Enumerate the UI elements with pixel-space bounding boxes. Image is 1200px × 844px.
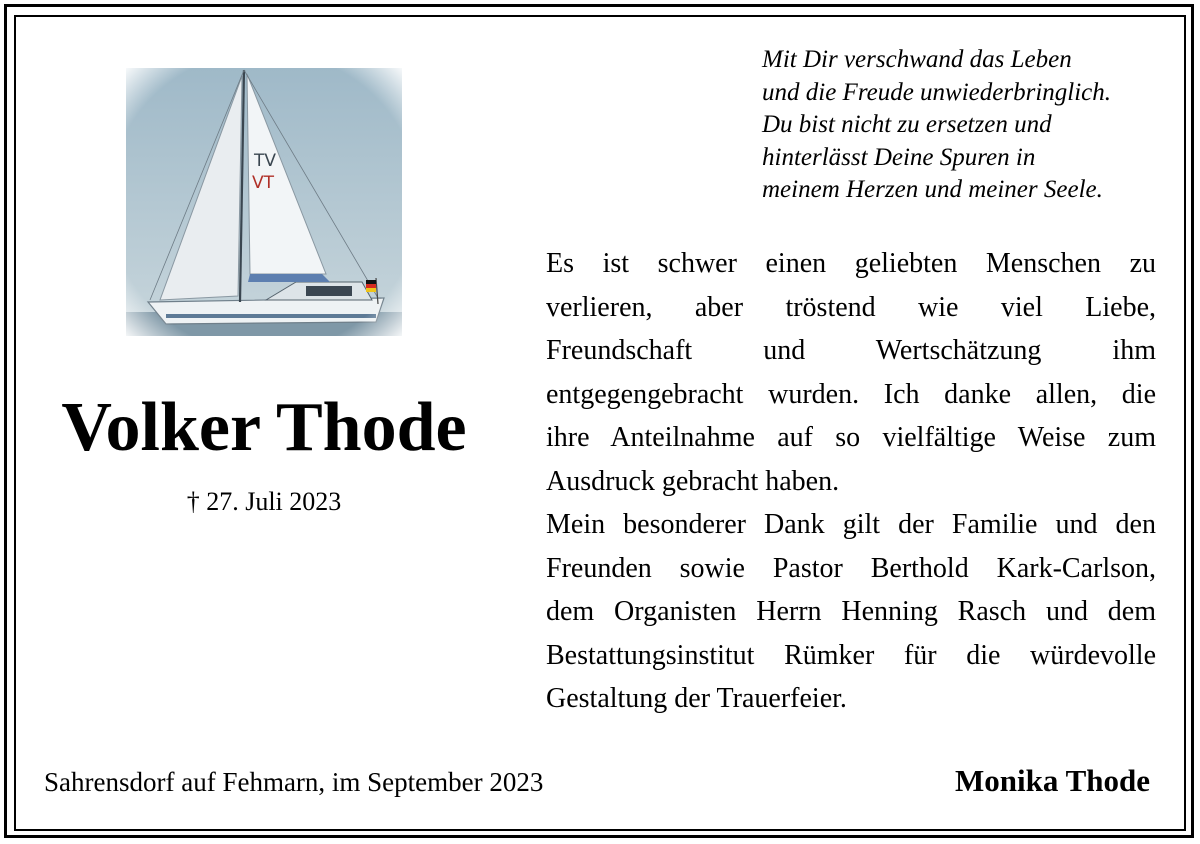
body-line: Bestattungsinstitut Rümker für die würdevolle: [546, 639, 1156, 671]
deceased-name: Volker Thode: [61, 389, 467, 466]
thank-you-text: [546, 242, 1156, 721]
poem-line: meinem Herzen und meiner Seele.: [762, 176, 1103, 203]
body-line: Freunden sowie Pastor Berthold Kark-Carlson,: [546, 552, 1156, 584]
body-line: ihre Anteilnahme auf so vielfältige Weise zum: [546, 422, 1156, 453]
death-date: † 27. Juli 2023: [186, 487, 342, 516]
poem-line: hinterlässt Deine Spuren in: [762, 143, 1036, 171]
body-line: entgegengebracht wurden. Ich danke allen, die: [546, 378, 1156, 410]
poem-line: und die Freude unwiederbringlich.: [762, 78, 1112, 106]
poem-line: Mit Dir verschwand das Leben: [762, 46, 1072, 73]
body-line: Ausdruck gebracht haben.: [546, 465, 840, 497]
poem-line: Du bist nicht zu ersetzen und: [762, 111, 1052, 138]
sailboat-photo: [126, 68, 402, 336]
body-line: Mein besonderer Dank gilt der Familie und den: [546, 509, 1156, 540]
body-line: Gestaltung der Trauerfeier.: [546, 683, 847, 714]
poem: [762, 44, 1172, 207]
place-and-date: Sahrensdorf auf Fehmarn, im September 2023: [44, 767, 544, 797]
body-line: dem Organisten Herrn Henning Rasch und dem: [546, 596, 1156, 627]
body-line: Es ist schwer einen geliebten Menschen zu: [546, 248, 1156, 279]
signature: Monika Thode: [955, 763, 1150, 798]
body-line: Freundschaft und Wertschätzung ihm: [546, 335, 1156, 366]
body-line: verlieren, aber tröstend wie viel Liebe,: [546, 291, 1156, 323]
